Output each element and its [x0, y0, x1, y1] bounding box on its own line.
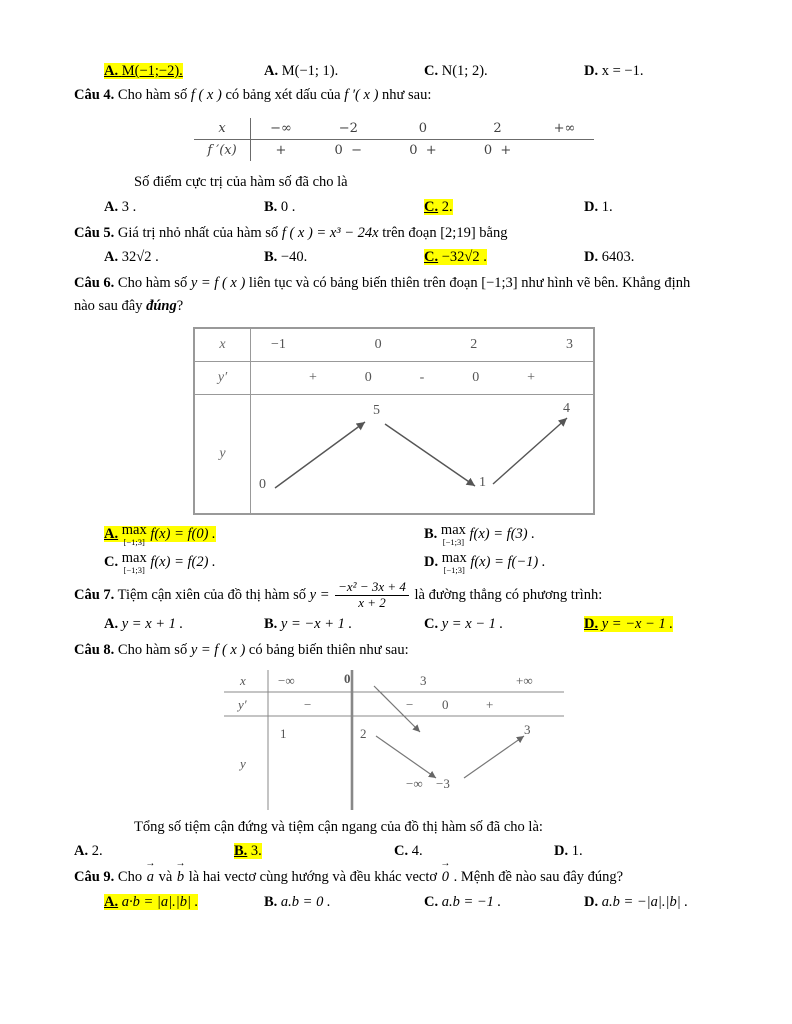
vector-zero: 0 → [441, 866, 450, 888]
q7-stem [74, 580, 714, 611]
table-cell: 2 [460, 118, 535, 140]
answer-tag: B. [424, 526, 438, 543]
answer-tag: A. [104, 616, 119, 633]
answer-text: a·b = |a|.|b| . [121, 893, 199, 910]
answer-option[interactable] [264, 249, 424, 266]
answer-text: 1. [601, 198, 613, 215]
answer-tag: D. [584, 893, 599, 910]
answer-text: x = −1. [601, 63, 644, 79]
answer-tag: B. [264, 893, 278, 910]
table-cell: 0 + [409, 143, 437, 159]
q4-stem-part1: Cho hàm số [117, 87, 188, 103]
q7-stem-part1: Tiệm cận xiên của đồ thị hàm số [117, 587, 307, 604]
q5-stem-part1: Giá trị nhỏ nhất của hàm số [117, 224, 279, 241]
q6-y-label: y [195, 395, 251, 514]
q6-stem-part4: ? [176, 297, 184, 314]
max-subscript: [−1;3] [443, 564, 465, 575]
q4-sign-table [194, 118, 594, 161]
answer-tag: D. [584, 616, 599, 633]
answer-option[interactable] [264, 616, 424, 633]
table-cell: +∞ [516, 672, 533, 688]
answer-option[interactable] [104, 249, 264, 266]
answer-tag: C. [394, 843, 409, 860]
answer-text: 2. [441, 198, 453, 215]
table-cell [535, 140, 594, 162]
table-cell: + [275, 143, 287, 159]
answer-text: 1. [571, 843, 583, 860]
q4-row2-label: f ′(x) [194, 140, 251, 162]
q6-arrow-graph [257, 400, 587, 504]
q6-yp-label: y′ [195, 362, 251, 395]
q9-answers-row [74, 894, 744, 911]
q6-stem [74, 272, 714, 317]
answer-option[interactable] [234, 843, 394, 860]
document-content [74, 58, 714, 917]
answer-text: f(x) = f(2) . [150, 554, 216, 571]
q8-y-point: −∞ [406, 775, 423, 791]
table-cell: − [304, 696, 312, 712]
answer-tag: B. [264, 616, 278, 633]
answer-text: 3. [250, 843, 262, 860]
table-cell: 0 [344, 670, 351, 686]
answer-option[interactable] [554, 843, 714, 860]
q9-stem-part4: . Mệnh đề nào sau đây đúng? [453, 869, 624, 886]
q8-table-graphic [224, 670, 564, 810]
answer-text: 0 . [280, 198, 296, 215]
answer-tag: A. [264, 63, 279, 79]
question-5 [74, 222, 714, 266]
q6-label: Câu 6. [74, 275, 115, 292]
fraction-denominator: x + 2 [358, 595, 386, 611]
q9-stem-part1: Cho [117, 869, 143, 886]
q8-question: Tổng số tiệm cận đứng và tiệm cận ngang của đồ thị hàm số đã cho là: [134, 818, 543, 835]
answer-text: 4. [411, 843, 423, 860]
q4-row1-label: x [194, 118, 251, 140]
q4-function: f ( x ) [190, 87, 222, 103]
q6-answers-row-2 [74, 551, 744, 574]
q6-interval: [−1;3] [481, 275, 518, 292]
answer-text: 32√2 . [121, 249, 159, 266]
q5-interval: [2;19] [440, 224, 476, 241]
answer-text: y = x + 1 . [121, 616, 184, 633]
answer-tag: B. [264, 198, 278, 215]
q6-y-point: 0 [259, 477, 266, 493]
max-operator: max [121, 522, 147, 539]
answer-tag: D. [554, 843, 569, 860]
answer-tag: A. [74, 843, 89, 860]
answer-text: 2. [91, 843, 103, 860]
q8-answers-row [74, 843, 714, 860]
answer-tag: D. [424, 554, 439, 571]
table-cell: 0 [442, 696, 449, 712]
answer-option[interactable] [104, 63, 264, 80]
max-operator: max [440, 522, 466, 539]
answer-option[interactable] [394, 843, 554, 860]
q6-y-point: 5 [373, 403, 380, 419]
q8-y-point: 3 [524, 721, 531, 737]
answer-option[interactable] [424, 63, 584, 80]
q8-function: y = f ( x ) [190, 642, 246, 659]
answer-text: a.b = 0 . [280, 893, 331, 910]
q7-fraction [335, 580, 409, 611]
q6-function: y = f ( x ) [190, 275, 246, 292]
answer-tag: C. [424, 249, 439, 266]
q6-stem-emph: đúng [146, 297, 177, 314]
answer-option[interactable] [264, 199, 424, 216]
answer-text: −40. [280, 249, 308, 266]
answer-tag: C. [424, 198, 439, 215]
q7-label: Câu 7. [74, 587, 115, 604]
answer-tag: B. [234, 843, 248, 860]
q5-label: Câu 5. [74, 224, 115, 241]
table-cell: + [486, 696, 494, 712]
table-cell: − [406, 696, 414, 712]
table-row [195, 395, 594, 514]
q4-stem [74, 84, 714, 106]
fraction-numerator: −x² − 3x + 4 [335, 580, 409, 596]
q8-y-point: −3 [436, 775, 450, 791]
table-cell: 3 [420, 672, 427, 688]
table-row [194, 140, 594, 162]
q7-stem-part2: là đường thẳng có phương trình: [414, 587, 603, 604]
answer-option[interactable] [584, 199, 744, 216]
q4-label: Câu 4. [74, 87, 115, 103]
answer-option[interactable] [424, 199, 584, 216]
q8-y-label: y [240, 755, 246, 771]
q5-answers-row [74, 249, 744, 266]
max-subscript: [−1;3] [442, 536, 465, 547]
answer-option[interactable] [424, 249, 584, 266]
answer-text: −32√2 . [441, 249, 487, 266]
q4-stem-part2: có bảng xét dấu của [225, 87, 341, 103]
q6-variation-table [193, 327, 595, 515]
answer-text: 6403. [601, 249, 635, 266]
question-7 [74, 580, 714, 633]
answer-text: a.b = −|a|.|b| . [601, 893, 688, 910]
q6-stem-part3: như hình vẽ bên. Khẳng định nào sau đây [74, 275, 691, 314]
answer-option[interactable] [424, 523, 744, 546]
max-subscript: [−1;3] [123, 564, 145, 575]
answer-option[interactable] [584, 616, 744, 633]
table-cell: 0 + [483, 143, 512, 159]
q9-stem [74, 866, 714, 888]
q6-answers-row-1 [74, 523, 744, 546]
q8-label: Câu 8. [74, 642, 115, 659]
q8-stem-part1: Cho hàm số [117, 642, 188, 659]
question-6 [74, 272, 714, 574]
q6-y-point: 4 [563, 401, 570, 417]
answer-tag: C. [104, 554, 119, 571]
answer-text: y = −x − 1 . [601, 616, 673, 633]
answer-tag: D. [584, 249, 599, 266]
table-cell: −1 0 2 3 [251, 329, 594, 362]
answer-text: M(−1; 1). [281, 63, 339, 79]
q8-y-point: 2 [360, 725, 367, 741]
max-subscript: [−1;3] [123, 536, 145, 547]
answer-option[interactable] [584, 894, 744, 911]
answer-option[interactable] [104, 523, 424, 546]
table-cell: +∞ [535, 118, 594, 140]
answer-option[interactable] [104, 616, 264, 633]
vector-b: b → [176, 866, 185, 888]
answer-option[interactable] [424, 616, 584, 633]
answer-text: y = −x + 1 . [280, 616, 353, 633]
answer-tag: C. [424, 63, 439, 79]
answer-tag: C. [424, 616, 439, 633]
q8-y-point: 1 [280, 725, 287, 741]
q9-label: Câu 9. [74, 869, 115, 886]
q5-stem [74, 222, 714, 244]
answer-text: f(x) = f(0) . [150, 526, 216, 543]
answer-option[interactable] [424, 894, 584, 911]
answer-option[interactable] [104, 199, 264, 216]
table-row [195, 329, 594, 362]
q6-x-label: x [195, 329, 251, 362]
table-cell: −∞ [251, 118, 311, 140]
q4-question: Số điểm cực trị của hàm số đã cho là [134, 174, 348, 191]
q9-stem-part2: và [158, 869, 173, 886]
q6-stem-part1: Cho hàm số [117, 275, 188, 292]
q6-y-point: 1 [479, 475, 486, 491]
answer-tag: A. [104, 63, 119, 79]
q8-yp-label: y′ [238, 696, 247, 712]
answer-option[interactable] [264, 894, 424, 911]
answer-option[interactable] [264, 63, 424, 80]
answer-option[interactable] [584, 249, 744, 266]
answer-tag: B. [264, 249, 278, 266]
q8-stem [74, 639, 714, 661]
table-cell: + 0 - 0 + [251, 362, 594, 395]
q9-stem-part3: là hai vectơ cùng hướng và đều khác vectơ [188, 869, 438, 886]
answer-text: a.b = −1 . [441, 893, 502, 910]
q8-variation-table [224, 670, 564, 810]
q7-answers-row [74, 616, 744, 633]
q5-stem-part3: bằng [479, 224, 508, 241]
table-row [194, 118, 594, 140]
answer-tag: C. [424, 893, 439, 910]
table-cell: 0 − [334, 143, 362, 159]
q4-derivative: f ′( x ) [344, 87, 379, 103]
answer-text: N(1; 2). [441, 63, 488, 79]
table-cell: −2 [311, 118, 386, 140]
answer-tag: A. [104, 893, 119, 910]
question-8 [74, 639, 714, 860]
answer-tag: A. [104, 249, 119, 266]
answer-option[interactable] [424, 551, 744, 574]
answer-text: f(x) = f(3) . [469, 526, 535, 543]
answer-option[interactable] [104, 894, 264, 911]
vector-a: a → [146, 866, 155, 888]
question-4 [74, 84, 714, 216]
answer-text: M(−1;−2). [121, 63, 183, 79]
answer-option[interactable] [104, 551, 424, 574]
q8-stem-part2: có bảng biến thiên như sau: [248, 642, 409, 659]
table-cell: 0 [386, 118, 461, 140]
q6-graph-cell [251, 395, 594, 514]
answer-tag: A. [104, 526, 119, 543]
q8-x-label: x [240, 672, 246, 688]
answer-tag: D. [584, 63, 599, 79]
q4-stem-part3: như sau: [382, 87, 432, 103]
table-row [195, 362, 594, 395]
max-operator: max [441, 550, 467, 567]
q6-stem-part2: liên tục và có bảng biến thiên trên đoạn [248, 275, 478, 292]
q5-function: f ( x ) = x³ − 24x [281, 224, 379, 241]
answer-option[interactable] [584, 63, 744, 80]
q4-answers-row [74, 199, 744, 216]
answer-text: y = x − 1 . [441, 616, 504, 633]
answer-text: f(x) = f(−1) . [470, 554, 546, 571]
max-operator: max [121, 550, 147, 567]
question-9 [74, 866, 714, 910]
answer-tag: A. [104, 198, 119, 215]
q7-y: y = [309, 587, 330, 604]
table-cell: −∞ [278, 672, 295, 688]
answer-tag: D. [584, 198, 599, 215]
answer-text: 3 . [121, 198, 137, 215]
q3-answers-row [74, 63, 744, 80]
q5-stem-part2: trên đoạn [382, 224, 437, 241]
